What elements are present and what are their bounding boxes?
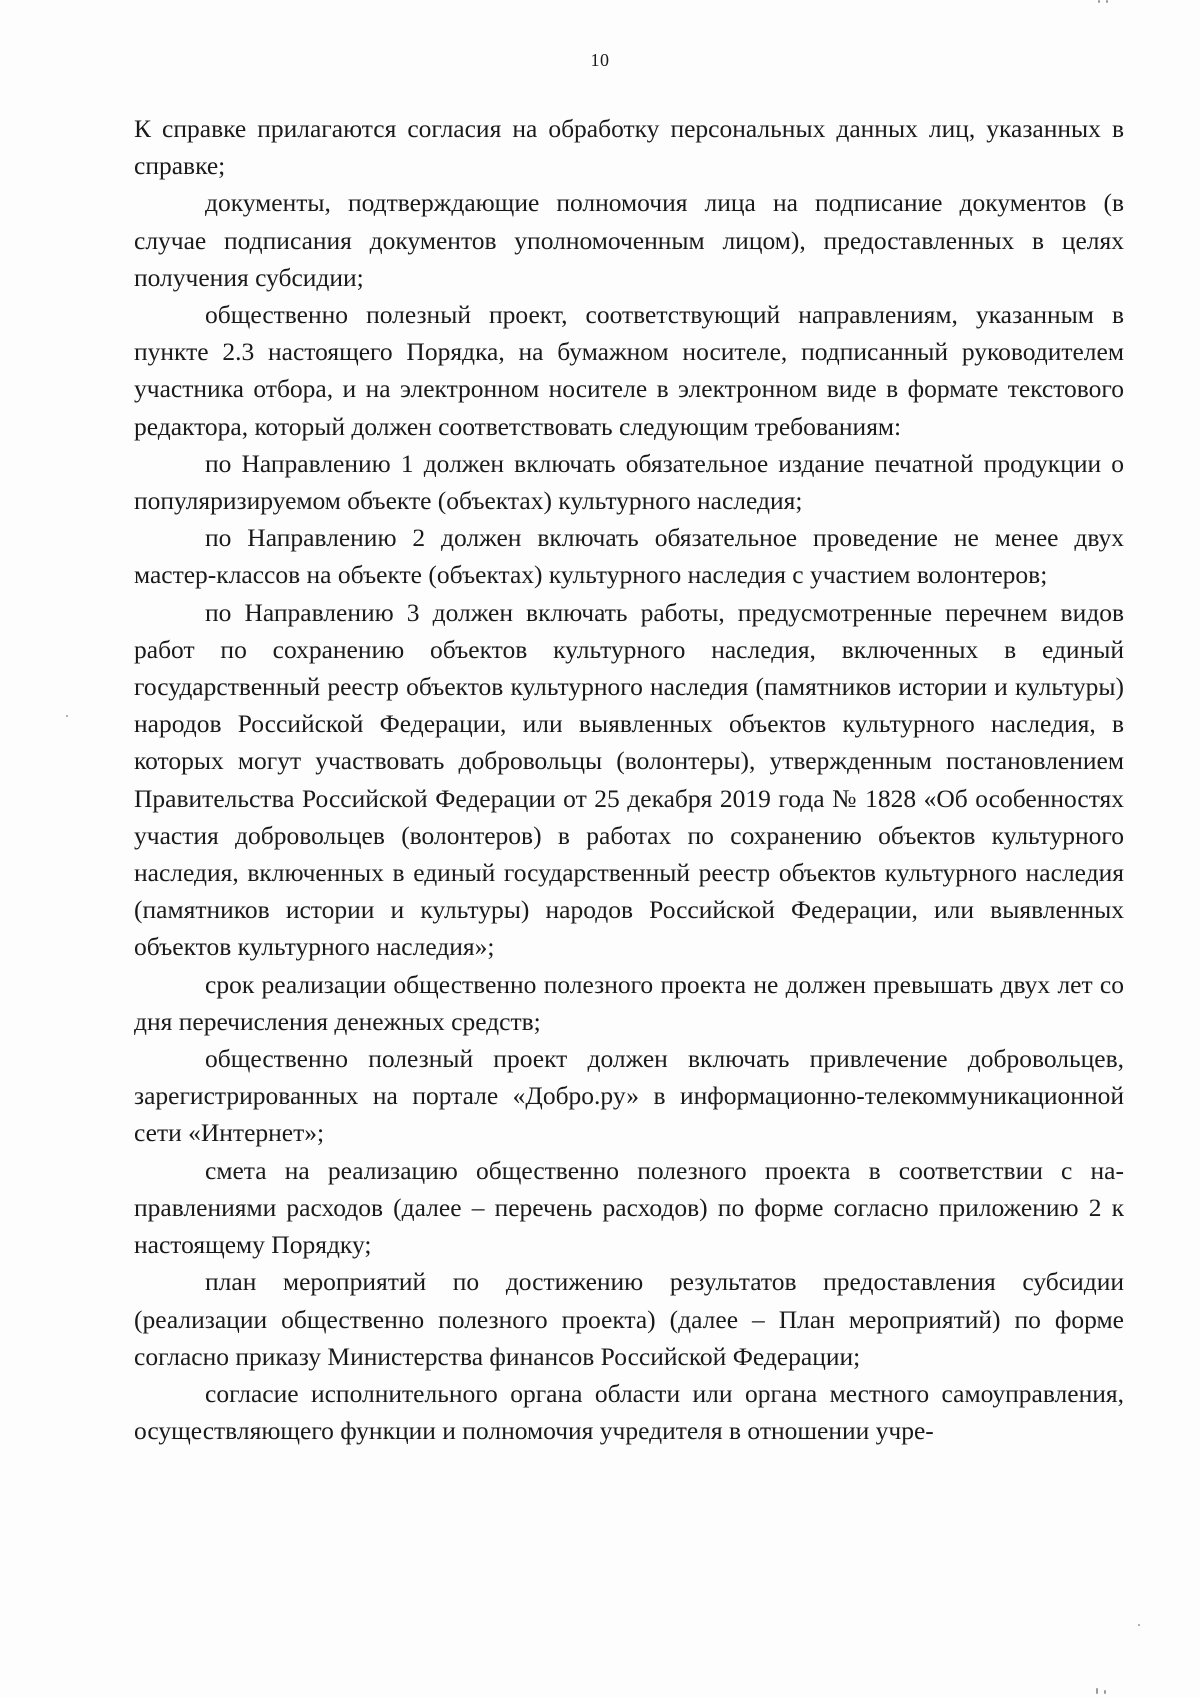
scan-speck: [1098, 0, 1100, 3]
paragraph-project-requirements: общественно полезный проект, соответствующий направлениям, указанным в пункте 2.3 настоящего Порядка, на бумажном носителе, подписанный руководителем участника отбора, и на электронном носителе в электронном виде в формате текстового редактора, который должен соответствовать следующим требованиям:: [134, 300, 1124, 441]
document-body: [134, 110, 1124, 1449]
paragraph-direction-2: по Направлению 2 должен включать обязательное проведение не менее двух мастер-классов на объекте (объектах) культурного наследия с участием волонтеров;: [134, 523, 1124, 590]
scan-speck: [1104, 1690, 1106, 1694]
scan-speck: [1096, 1688, 1098, 1694]
paragraph-direction-1: по Направлению 1 должен включать обязательное издание печатной продукции о популяризируемом объекте (объектах) культурного наследия;: [134, 448, 1124, 516]
page-number: 10: [590, 50, 610, 70]
paragraph-volunteers: общественно полезный проект должен включать привлечение добровольцев, зарегистрированных на портале «Добро.ру» в информационно-телекоммуникационной сети «Интернет»;: [134, 1044, 1124, 1148]
scan-speck: [1106, 0, 1108, 3]
paragraph-direction-3: по Направлению 3 должен включать работы, предусмотренные перечнем видов работ по сохранению объектов культурного наследия, включенных в единый государственный реестр объектов культурного наследия (памятников истории и культуры) народов Российской Федерации, или выявленных объектов культурного наследия, в которых могут участвовать добровольцы (волонтеры), утвержденным постановлением Правительства Российской Федерации от 25 декабря 2019 года № 1828 «Об особенностях участия добровольцев (волонтеров) в работах по сохранению объектов культурного наследия, включенных в единый государственный реестр объектов культурного наследия (памятников истории и культуры) народов Российской Федерации, или выявленных объектов культурного наследия»;: [134, 597, 1124, 962]
paragraph-attachments-consent: К справке прилагаются согласия на обработку персональных данных лиц, указанных в справке;: [134, 114, 1124, 181]
scan-speck: [1138, 1624, 1140, 1626]
paragraph-project-term: срок реализации общественно полезного проекта не должен превышать двух лет со дня перечисления денежных средств;: [134, 969, 1124, 1036]
paragraph-action-plan: план мероприятий по достижению результатов предоставления субсидии (реализации общественно полезного проекта) (далее – План мероприятий) по форме согласно приказу Министерства финансов Российской Федерации;: [134, 1267, 1124, 1371]
paragraph-authority-documents: документы, подтверждающие полномочия лица на подписание документов (в случае подписания документов уполномоченным лицом), предоставленных в целях получения субсидии;: [134, 188, 1124, 292]
scan-speck: [66, 715, 68, 717]
paragraph-founder-consent: согласие исполнительного органа области или органа местного самоуправления, осуществляющего функции и полномочия учредителя в отношении учре-: [134, 1378, 1124, 1446]
paragraph-budget-estimate: смета на реализацию общественно полезного проекта в соответствии с направлениями расходов (далее – перечень расходов) по форме согласно приложению 2 к настоящему Порядку;: [134, 1155, 1124, 1260]
